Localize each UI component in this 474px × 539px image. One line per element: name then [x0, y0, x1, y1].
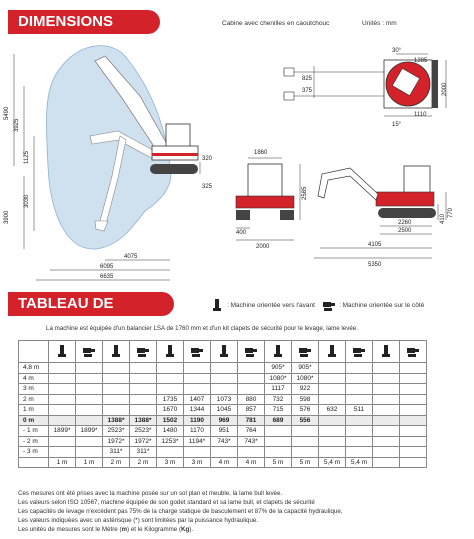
cell: 1407	[184, 394, 211, 405]
footer-empty-cell	[19, 457, 49, 467]
dim-30deg: 30°	[392, 48, 402, 54]
front-view-cab	[248, 164, 282, 198]
dimension-diagrams	[0, 36, 474, 284]
dim-1860: 1860	[254, 150, 268, 156]
footer-reach: 5 m	[265, 457, 292, 467]
footnote-units-mid: ) et le Kilogramme (	[127, 526, 182, 533]
header-front-icon	[103, 341, 130, 363]
header-front-icon	[319, 341, 346, 363]
dim-770: 770	[448, 207, 454, 218]
dim-6095: 6095	[100, 264, 114, 270]
cell	[211, 447, 238, 458]
cell: 1899*	[49, 426, 76, 437]
dim-825: 825	[302, 76, 313, 82]
cell	[292, 447, 319, 458]
cell	[211, 384, 238, 395]
load-table-header-row	[19, 341, 427, 363]
cell	[373, 373, 400, 384]
cell: 1190	[184, 415, 211, 426]
dim-2000-top: 2000	[442, 82, 448, 96]
footnote-unit-kg: Kg	[181, 526, 190, 533]
cell: 2523*	[130, 426, 157, 437]
header-front-icon	[211, 341, 238, 363]
dim-1125: 1125	[24, 151, 30, 164]
header-side-icon	[76, 341, 103, 363]
cell: 743*	[211, 436, 238, 447]
cell	[319, 436, 346, 447]
cell	[373, 436, 400, 447]
cell: 598	[292, 394, 319, 405]
table-row	[19, 436, 427, 447]
cell: 1502	[157, 415, 184, 426]
cell	[400, 447, 427, 458]
footer-reach: 1 m	[49, 457, 76, 467]
cell: 1972*	[103, 436, 130, 447]
footnote-line: Ces mesures ont été prises avec la machine posée sur un sol plan et meuble, la lame bull levée.	[18, 490, 283, 497]
legend-side-label: : Machine orientée sur le côté	[339, 301, 425, 309]
cell	[373, 415, 400, 426]
load-chart-title: TABLEAU DE CHARGE	[18, 295, 114, 336]
top-view-track-right	[432, 60, 438, 108]
cell: 2523*	[103, 426, 130, 437]
cell	[319, 363, 346, 374]
front-view-body	[236, 196, 294, 208]
cell	[49, 405, 76, 416]
machine-stripe	[152, 153, 198, 156]
cell	[184, 384, 211, 395]
dim-5350: 5350	[368, 262, 382, 268]
row-height: 3 m	[19, 384, 49, 395]
cell	[103, 363, 130, 374]
header-side-icon	[292, 341, 319, 363]
cell	[49, 394, 76, 405]
table-row	[19, 394, 427, 405]
cell	[103, 405, 130, 416]
cell	[238, 373, 265, 384]
dim-1285: 1285	[414, 58, 428, 64]
cell: 905*	[292, 363, 319, 374]
dim-320: 320	[202, 156, 213, 162]
dim-3925: 3925	[14, 118, 20, 132]
cell	[373, 394, 400, 405]
side-view-cab	[404, 166, 430, 196]
cell: 880	[238, 394, 265, 405]
cell	[103, 394, 130, 405]
cell	[130, 384, 157, 395]
table-footer-row	[19, 457, 427, 467]
footer-reach: 2 m	[103, 457, 130, 467]
dim-325: 325	[202, 184, 213, 190]
footer-reach: 5 m	[292, 457, 319, 467]
footer-empty-cell	[373, 457, 400, 467]
machine-cab	[166, 124, 190, 148]
cell: 922	[292, 384, 319, 395]
footer-reach: 3 m	[184, 457, 211, 467]
cabin-label: Cabine avec chenilles en caoutchouc	[222, 20, 330, 27]
cell	[49, 447, 76, 458]
cell: 689	[265, 415, 292, 426]
dim-15deg: 15°	[392, 122, 402, 128]
table-row	[19, 384, 427, 395]
row-height: 4,8 m	[19, 363, 49, 374]
cell	[157, 373, 184, 384]
cell	[265, 436, 292, 447]
side-view-body	[376, 192, 434, 206]
cell	[346, 363, 373, 374]
header-front-icon	[49, 341, 76, 363]
cell	[346, 394, 373, 405]
front-view-diagram	[236, 150, 308, 250]
dim-3900: 3900	[4, 210, 10, 224]
footnote-line: Les capacités de levage n'excèdent pas 75% de la charge statique de basculement et 87% de la capacité hydraulique,	[18, 508, 343, 515]
top-view-diagram	[283, 48, 448, 128]
dim-1110: 1110	[414, 112, 427, 118]
cell: 556	[292, 415, 319, 426]
header-side-icon	[130, 341, 157, 363]
cell: 511	[346, 405, 373, 416]
footnote-line: Les valeurs selon ISO 10567, machine équipée de son godet standard et sa lame bull, et clapets de sécurité	[18, 499, 315, 506]
footer-reach: 5,4 m	[346, 457, 373, 467]
cell: 1735	[157, 394, 184, 405]
side-view-diagram	[314, 166, 454, 268]
legend-front-label: : Machine orientée vers l'avant	[227, 301, 315, 309]
cell	[157, 384, 184, 395]
footer-reach: 3 m	[157, 457, 184, 467]
cell	[400, 426, 427, 437]
cell	[157, 363, 184, 374]
working-range-diagram	[4, 46, 213, 280]
header-front-icon	[373, 341, 400, 363]
cell: 715	[265, 405, 292, 416]
cell: 1080*	[292, 373, 319, 384]
dimensions-title: DIMENSIONS	[18, 13, 114, 30]
cell	[76, 394, 103, 405]
row-height: 4 m	[19, 373, 49, 384]
cell: 732	[265, 394, 292, 405]
dimension-drawings-svg	[0, 36, 474, 284]
header-empty-cell	[19, 341, 49, 363]
load-chart-note: La machine est équipée d'un balancier LSA de 1760 mm et d'un kit clapets de sécurité pour le levage, lame levée.	[46, 325, 358, 332]
cell	[49, 415, 76, 426]
header-front-icon	[265, 341, 292, 363]
header-front-icon	[157, 341, 184, 363]
cell	[211, 363, 238, 374]
dimensions-banner	[8, 10, 160, 34]
dim-6635: 6635	[100, 274, 114, 280]
cell: 1899*	[76, 426, 103, 437]
cell: 1253*	[157, 436, 184, 447]
cell	[346, 447, 373, 458]
cell	[373, 426, 400, 437]
cell	[103, 384, 130, 395]
footnotes	[18, 489, 343, 534]
legend-side	[322, 298, 424, 312]
table-row	[19, 363, 427, 374]
dim-3030: 3030	[24, 194, 30, 208]
footer-reach: 2 m	[130, 457, 157, 467]
cell: 1344	[184, 405, 211, 416]
front-view-track-right	[280, 210, 294, 220]
cell: 1080*	[265, 373, 292, 384]
cell	[400, 384, 427, 395]
dim-2500: 2500	[398, 228, 412, 234]
cell: 1670	[157, 405, 184, 416]
cell	[346, 373, 373, 384]
cell	[76, 405, 103, 416]
cell	[400, 405, 427, 416]
table-row	[19, 426, 427, 437]
cell	[373, 363, 400, 374]
footnote-unit-m: m	[121, 526, 128, 533]
footnote-line: Les valeurs indiquées avec un astérisque (*) sont limitées par la puissance hydraulique.	[18, 517, 259, 524]
cell: 857	[238, 405, 265, 416]
cell	[76, 436, 103, 447]
table-row	[19, 415, 427, 426]
cell	[319, 415, 346, 426]
cell: 1480	[157, 426, 184, 437]
cell: 1073	[211, 394, 238, 405]
cell	[184, 363, 211, 374]
cell	[400, 373, 427, 384]
cell	[373, 384, 400, 395]
cell	[346, 415, 373, 426]
cell	[157, 447, 184, 458]
cell	[265, 426, 292, 437]
cell: 1117	[265, 384, 292, 395]
cell: 1972*	[130, 436, 157, 447]
dim-4105: 4105	[368, 242, 382, 248]
machine-front-icon	[210, 298, 224, 312]
header-side-icon	[346, 341, 373, 363]
cell: 905*	[265, 363, 292, 374]
footnote-units-pre: Les unités de mesures sont le Mètre (	[18, 526, 122, 533]
cell: 1170	[184, 426, 211, 437]
cell	[49, 363, 76, 374]
cell	[346, 436, 373, 447]
row-height: - 3 m	[19, 447, 49, 458]
dim-400: 400	[236, 230, 247, 236]
cell	[265, 447, 292, 458]
dim-5490: 5490	[4, 106, 10, 120]
cell	[373, 405, 400, 416]
cell: 951	[211, 426, 238, 437]
cell	[130, 394, 157, 405]
machine-side-icon	[322, 298, 336, 312]
dim-375: 375	[302, 88, 313, 94]
cell	[400, 394, 427, 405]
cell	[130, 405, 157, 416]
footnote-line	[18, 525, 343, 534]
cell: 311*	[130, 447, 157, 458]
load-chart-banner	[8, 292, 174, 336]
row-height: - 1 m	[19, 426, 49, 437]
cell: 1388*	[103, 415, 130, 426]
cell: 743*	[238, 436, 265, 447]
cell	[400, 415, 427, 426]
cell	[319, 426, 346, 437]
header-side-icon	[238, 341, 265, 363]
cell	[292, 426, 319, 437]
cell	[319, 384, 346, 395]
cell	[400, 363, 427, 374]
machine-tracks	[150, 164, 198, 174]
row-height: 0 m	[19, 415, 49, 426]
side-view-boom	[318, 168, 378, 200]
cell	[346, 426, 373, 437]
cell	[319, 394, 346, 405]
cell	[211, 373, 238, 384]
cell: 311*	[103, 447, 130, 458]
dim-2000-front: 2000	[256, 244, 270, 250]
cell: 632	[319, 405, 346, 416]
header-side-icon	[400, 341, 427, 363]
front-view-track-left	[236, 210, 250, 220]
cell	[49, 384, 76, 395]
dim-4075: 4075	[124, 254, 138, 260]
cell	[184, 373, 211, 384]
cell	[49, 436, 76, 447]
table-row	[19, 447, 427, 458]
row-height: 1 m	[19, 405, 49, 416]
cell	[238, 384, 265, 395]
cell	[292, 436, 319, 447]
footer-reach: 4 m	[211, 457, 238, 467]
cell	[319, 447, 346, 458]
cell: 1388*	[130, 415, 157, 426]
cell	[76, 384, 103, 395]
side-view-tracks	[378, 208, 436, 218]
load-table	[18, 340, 427, 468]
cell: 764	[238, 426, 265, 437]
row-height: - 2 m	[19, 436, 49, 447]
cell	[130, 363, 157, 374]
legend-front	[210, 298, 315, 312]
cell	[49, 373, 76, 384]
cell	[130, 373, 157, 384]
footer-empty-cell	[400, 457, 427, 467]
cell: 576	[292, 405, 319, 416]
footer-reach: 1 m	[76, 457, 103, 467]
dim-410: 410	[440, 213, 446, 224]
cell	[103, 373, 130, 384]
cell	[184, 447, 211, 458]
cell	[238, 363, 265, 374]
cell: 1194*	[184, 436, 211, 447]
cell: 781	[238, 415, 265, 426]
cell	[319, 373, 346, 384]
cell: 969	[211, 415, 238, 426]
footer-reach: 4 m	[238, 457, 265, 467]
footnote-units-post: ).	[189, 526, 194, 533]
table-row	[19, 373, 427, 384]
units-label: Unités : mm	[362, 20, 397, 27]
cell	[373, 447, 400, 458]
dim-2260: 2260	[398, 220, 412, 226]
cell	[346, 384, 373, 395]
row-height: 2 m	[19, 394, 49, 405]
cell	[238, 447, 265, 458]
cell	[76, 447, 103, 458]
footer-reach: 5,4 m	[319, 457, 346, 467]
cell	[400, 436, 427, 447]
cell: 1045	[211, 405, 238, 416]
dim-2585: 2585	[302, 186, 308, 200]
cell	[76, 363, 103, 374]
cell	[76, 373, 103, 384]
table-row	[19, 405, 427, 416]
header-side-icon	[184, 341, 211, 363]
cell	[76, 415, 103, 426]
